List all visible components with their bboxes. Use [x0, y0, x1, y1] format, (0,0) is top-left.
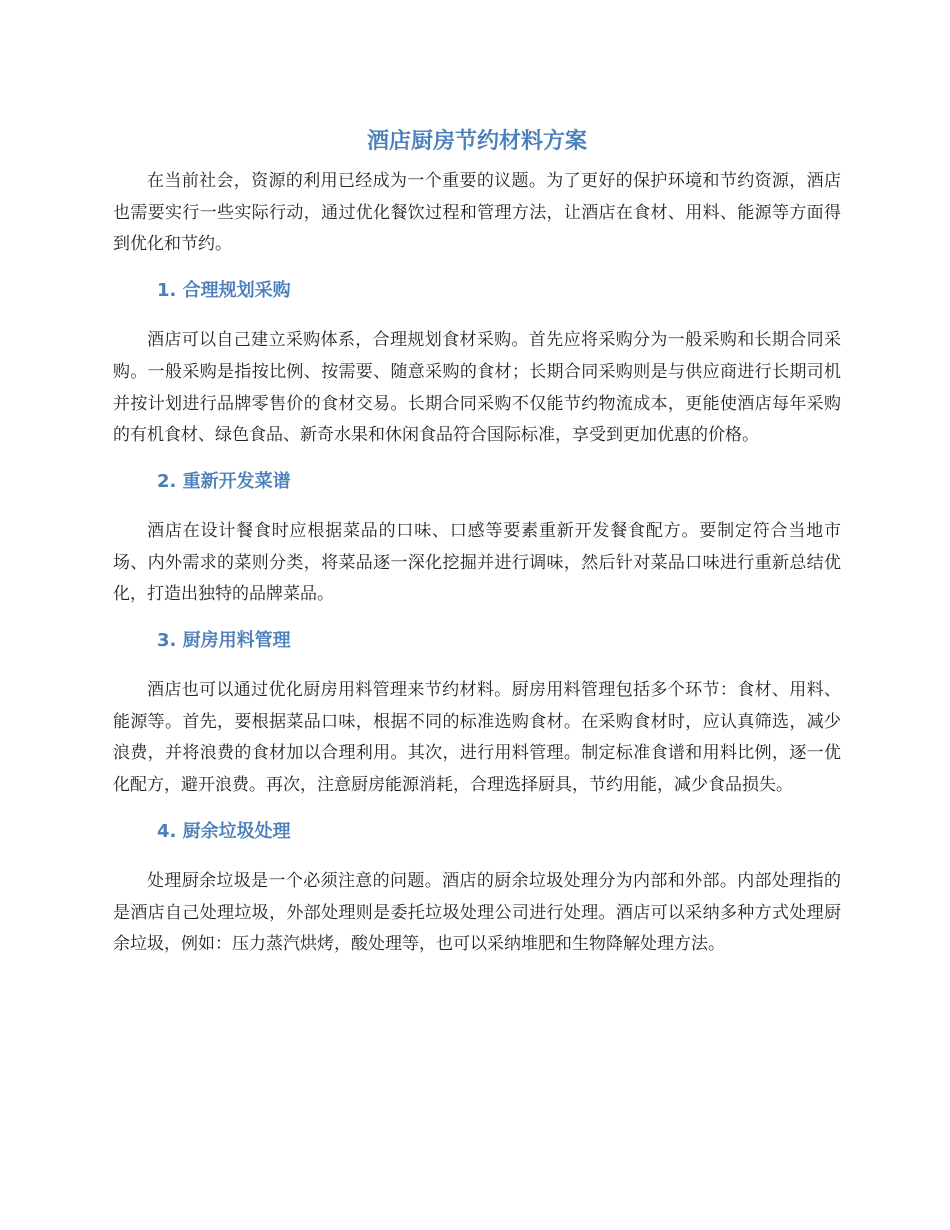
- section-waste: [113, 818, 841, 961]
- section-body: 酒店在设计餐食时应根据菜品的口味、口感等要素重新开发餐食配方。要制定符合当地市场、内外需求的菜则分类，将菜品逐一深化挖掘并进行调味，然后针对菜品口味进行重新总结优化，打造出独特的品牌菜品。: [113, 520, 841, 605]
- section-body: 酒店也可以通过优化厨房用料管理来节约材料。厨房用料管理包括多个环节：食材、用料、能源等。首先，要根据菜品口味，根据不同的标准选购食材。在采购食材时，应认真筛选，减少浪费，并将浪费的食材加以合理利用。其次，进行用料管理。制定标准食谱和用料比例，逐一优化配方，避开浪费。再次，注意厨房能源消耗，合理选择厨具，节约用能，减少食品损失。: [113, 680, 841, 796]
- document-page: [113, 118, 841, 961]
- section-materials: [113, 627, 841, 802]
- section-menu: [113, 468, 841, 611]
- section-heading: 3. 厨房用料管理: [157, 630, 291, 652]
- section-body: 酒店可以自己建立采购体系，合理规划食材采购。首先应将采购分为一般采购和长期合同采购。一般采购是指按比例、按需要、随意采购的食材；长期合同采购则是与供应商进行长期司机并按计划进行品牌零售价的食材交易。长期合同采购不仅能节约物流成本，更能使酒店每年采购的有机食材、绿色食品、新奇水果和休闲食品符合国际标准，享受到更加优惠的价格。: [113, 330, 841, 446]
- section-body: 处理厨余垃圾是一个必须注意的问题。酒店的厨余垃圾处理分为内部和外部。内部处理指的是酒店自己处理垃圾，外部处理则是委托垃圾处理公司进行处理。酒店可以采纳多种方式处理厨余垃圾，例如：压力蒸汽烘烤，酸处理等，也可以采纳堆肥和生物降解处理方法。: [113, 870, 841, 955]
- intro-paragraph: 在当前社会，资源的利用已经成为一个重要的议题。为了更好的保护环境和节约资源，酒店也需要实行一些实际行动，通过优化餐饮过程和管理方法，让酒店在食材、用料、能源等方面得到优化和节约。: [113, 171, 841, 255]
- section-procurement: [113, 277, 841, 452]
- document-title: 酒店厨房节约材料方案: [366, 129, 587, 154]
- section-heading: 2. 重新开发菜谱: [157, 470, 291, 492]
- section-heading: 1. 合理规划采购: [157, 280, 291, 302]
- section-heading: 4. 厨余垃圾处理: [157, 820, 291, 842]
